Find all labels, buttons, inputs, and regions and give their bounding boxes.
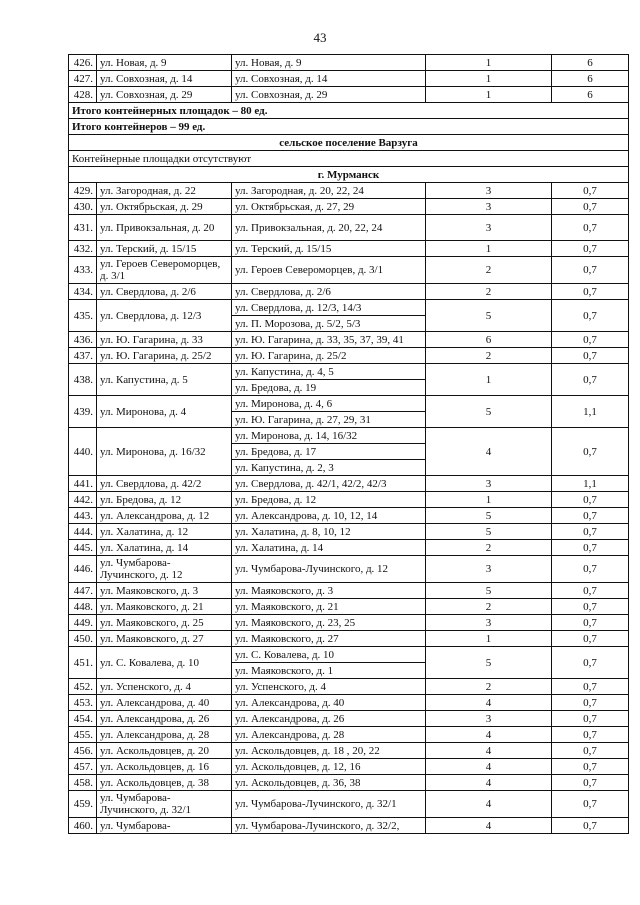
container-count: 1 — [426, 492, 552, 508]
table-row — [69, 428, 629, 444]
table-row — [69, 71, 629, 87]
served-address: ул. Успенского, д. 4 — [232, 679, 426, 695]
served-address: ул. Терский, д. 15/15 — [232, 241, 426, 257]
container-count: 1 — [426, 87, 552, 103]
container-count: 4 — [426, 759, 552, 775]
site-address: ул. Терский, д. 15/15 — [97, 241, 232, 257]
container-volume: 0,7 — [552, 818, 629, 834]
served-address: ул. Аскольдовцев, д. 18 , 20, 22 — [232, 743, 426, 759]
container-volume: 0,7 — [552, 583, 629, 599]
row-number: 435. — [69, 300, 97, 332]
container-volume: 0,7 — [552, 183, 629, 199]
site-address: ул. Героев Североморцев, д. 3/1 — [97, 257, 232, 284]
served-address: ул. Капустина, д. 4, 5 — [232, 364, 426, 380]
row-number: 449. — [69, 615, 97, 631]
site-address: ул. Аскольдовцев, д. 20 — [97, 743, 232, 759]
table-row — [69, 791, 629, 818]
container-count: 1 — [426, 71, 552, 87]
table-row — [69, 332, 629, 348]
served-address: ул. Миронова, д. 4, 6 — [232, 396, 426, 412]
table-row — [69, 87, 629, 103]
container-volume: 0,7 — [552, 743, 629, 759]
site-address: ул. Маяковского, д. 21 — [97, 599, 232, 615]
table-row — [69, 300, 629, 316]
served-address: ул. Александрова, д. 28 — [232, 727, 426, 743]
site-address: ул. Маяковского, д. 25 — [97, 615, 232, 631]
row-number: 451. — [69, 647, 97, 679]
container-count: 6 — [426, 332, 552, 348]
row-number: 446. — [69, 556, 97, 583]
container-volume: 0,7 — [552, 332, 629, 348]
table-row — [69, 364, 629, 380]
container-count: 3 — [426, 183, 552, 199]
page-number: 43 — [313, 30, 327, 45]
served-address: ул. Героев Североморцев, д. 3/1 — [232, 257, 426, 284]
served-address: ул. Чумбарова-Лучинского, д. 32/2, — [232, 818, 426, 834]
containers-table — [68, 54, 629, 834]
site-address: ул. Чумбарова-Лучинского, д. 12 — [97, 556, 232, 583]
row-number: 447. — [69, 583, 97, 599]
container-volume: 1,1 — [552, 396, 629, 428]
served-address: ул. Совхозная, д. 29 — [232, 87, 426, 103]
table-row — [69, 631, 629, 647]
site-address: ул. Загородная, д. 22 — [97, 183, 232, 199]
row-number: 453. — [69, 695, 97, 711]
row-number: 455. — [69, 727, 97, 743]
container-volume: 0,7 — [552, 615, 629, 631]
site-address: ул. Совхозная, д. 14 — [97, 71, 232, 87]
served-address: ул. П. Морозова, д. 5/2, 5/3 — [232, 316, 426, 332]
site-address: ул. Ю. Гагарина, д. 25/2 — [97, 348, 232, 364]
container-count: 3 — [426, 615, 552, 631]
container-volume: 0,7 — [552, 199, 629, 215]
served-address: ул. Александрова, д. 26 — [232, 711, 426, 727]
row-number: 432. — [69, 241, 97, 257]
container-volume: 0,7 — [552, 775, 629, 791]
container-volume: 0,7 — [552, 727, 629, 743]
container-volume: 0,7 — [552, 508, 629, 524]
table-row — [69, 476, 629, 492]
container-count: 4 — [426, 775, 552, 791]
site-address: ул. Александрова, д. 12 — [97, 508, 232, 524]
served-address: ул. Бредова, д. 19 — [232, 380, 426, 396]
row-number: 431. — [69, 215, 97, 241]
table-row — [69, 679, 629, 695]
site-address: ул. Аскольдовцев, д. 38 — [97, 775, 232, 791]
row-number: 436. — [69, 332, 97, 348]
container-count: 2 — [426, 284, 552, 300]
container-volume: 0,7 — [552, 284, 629, 300]
table-row — [69, 727, 629, 743]
container-count: 3 — [426, 199, 552, 215]
row-number: 450. — [69, 631, 97, 647]
served-address: ул. Маяковского, д. 23, 25 — [232, 615, 426, 631]
table-row — [69, 215, 629, 241]
container-count: 4 — [426, 428, 552, 476]
table-row — [69, 695, 629, 711]
table-row — [69, 103, 629, 119]
row-number: 441. — [69, 476, 97, 492]
container-count: 5 — [426, 300, 552, 332]
served-address: ул. Александрова, д. 10, 12, 14 — [232, 508, 426, 524]
table-row — [69, 583, 629, 599]
table-row — [69, 119, 629, 135]
container-volume: 0,7 — [552, 428, 629, 476]
table-row — [69, 199, 629, 215]
row-number: 429. — [69, 183, 97, 199]
container-volume: 0,7 — [552, 215, 629, 241]
site-address: ул. Свердлова, д. 2/6 — [97, 284, 232, 300]
row-number: 456. — [69, 743, 97, 759]
container-count: 2 — [426, 599, 552, 615]
container-count: 4 — [426, 818, 552, 834]
container-count: 1 — [426, 241, 552, 257]
served-address: ул. Бредова, д. 12 — [232, 492, 426, 508]
container-volume: 0,7 — [552, 695, 629, 711]
container-count: 5 — [426, 508, 552, 524]
served-address: ул. Халатина, д. 14 — [232, 540, 426, 556]
row-number: 437. — [69, 348, 97, 364]
served-address: ул. Маяковского, д. 21 — [232, 599, 426, 615]
site-address: ул. Новая, д. 9 — [97, 55, 232, 71]
total-label: Итого контейнеров – 99 ед. — [69, 119, 629, 135]
table-row — [69, 135, 629, 151]
served-address: ул. Ю. Гагарина, д. 27, 29, 31 — [232, 412, 426, 428]
served-address: ул. Ю. Гагарина, д. 33, 35, 37, 39, 41 — [232, 332, 426, 348]
container-volume: 0,7 — [552, 759, 629, 775]
table-row — [69, 775, 629, 791]
served-address: ул. Совхозная, д. 14 — [232, 71, 426, 87]
served-address: ул. Новая, д. 9 — [232, 55, 426, 71]
site-address: ул. Ю. Гагарина, д. 33 — [97, 332, 232, 348]
served-address: ул. Миронова, д. 14, 16/32 — [232, 428, 426, 444]
row-number: 433. — [69, 257, 97, 284]
container-count: 2 — [426, 348, 552, 364]
site-address: ул. Чумбарова-Лучинского, д. 32/1 — [97, 791, 232, 818]
site-address: ул. Александрова, д. 26 — [97, 711, 232, 727]
container-volume: 0,7 — [552, 711, 629, 727]
served-address: ул. Октябрьская, д. 27, 29 — [232, 199, 426, 215]
container-count: 2 — [426, 540, 552, 556]
site-address: ул. Маяковского, д. 27 — [97, 631, 232, 647]
container-count: 5 — [426, 647, 552, 679]
row-number: 443. — [69, 508, 97, 524]
container-volume: 0,7 — [552, 679, 629, 695]
container-count: 4 — [426, 743, 552, 759]
container-count: 5 — [426, 396, 552, 428]
row-number: 444. — [69, 524, 97, 540]
container-volume: 6 — [552, 55, 629, 71]
container-count: 2 — [426, 257, 552, 284]
container-count: 4 — [426, 791, 552, 818]
row-number: 458. — [69, 775, 97, 791]
table-row — [69, 151, 629, 167]
table-row — [69, 55, 629, 71]
site-address: ул. Успенского, д. 4 — [97, 679, 232, 695]
site-address: ул. Привокзальная, д. 20 — [97, 215, 232, 241]
container-count: 3 — [426, 711, 552, 727]
table-row — [69, 396, 629, 412]
table-row — [69, 818, 629, 834]
table-row — [69, 508, 629, 524]
site-address: ул. Совхозная, д. 29 — [97, 87, 232, 103]
total-label: Итого контейнерных площадок – 80 ед. — [69, 103, 629, 119]
table-row — [69, 284, 629, 300]
container-volume: 0,7 — [552, 599, 629, 615]
served-address: ул. Маяковского, д. 27 — [232, 631, 426, 647]
container-count: 3 — [426, 215, 552, 241]
row-number: 430. — [69, 199, 97, 215]
row-number: 457. — [69, 759, 97, 775]
site-address: ул. Свердлова, д. 42/2 — [97, 476, 232, 492]
table-row — [69, 183, 629, 199]
table-row — [69, 599, 629, 615]
row-number: 448. — [69, 599, 97, 615]
table-row — [69, 348, 629, 364]
container-count: 4 — [426, 727, 552, 743]
row-number: 427. — [69, 71, 97, 87]
site-address: ул. Аскольдовцев, д. 16 — [97, 759, 232, 775]
site-address: ул. Свердлова, д. 12/3 — [97, 300, 232, 332]
site-address: ул. С. Ковалева, д. 10 — [97, 647, 232, 679]
served-address: ул. Свердлова, д. 2/6 — [232, 284, 426, 300]
table-row — [69, 647, 629, 663]
site-address: ул. Миронова, д. 4 — [97, 396, 232, 428]
container-volume: 0,7 — [552, 348, 629, 364]
container-volume: 0,7 — [552, 492, 629, 508]
row-number: 459. — [69, 791, 97, 818]
container-count: 1 — [426, 364, 552, 396]
table-row — [69, 743, 629, 759]
row-number: 452. — [69, 679, 97, 695]
container-count: 1 — [426, 631, 552, 647]
served-address: ул. Капустина, д. 2, 3 — [232, 460, 426, 476]
table-row — [69, 759, 629, 775]
served-address: ул. Свердлова, д. 12/3, 14/3 — [232, 300, 426, 316]
container-volume: 0,7 — [552, 524, 629, 540]
site-address: ул. Александрова, д. 28 — [97, 727, 232, 743]
container-volume: 0,7 — [552, 631, 629, 647]
served-address: ул. Чумбарова-Лучинского, д. 32/1 — [232, 791, 426, 818]
site-address: ул. Александрова, д. 40 — [97, 695, 232, 711]
container-count: 2 — [426, 679, 552, 695]
served-address: ул. Чумбарова-Лучинского, д. 12 — [232, 556, 426, 583]
container-count: 3 — [426, 556, 552, 583]
container-count: 4 — [426, 695, 552, 711]
site-address: ул. Халатина, д. 12 — [97, 524, 232, 540]
container-volume: 1,1 — [552, 476, 629, 492]
served-address: ул. Маяковского, д. 3 — [232, 583, 426, 599]
table-row — [69, 615, 629, 631]
container-volume: 0,7 — [552, 647, 629, 679]
section-header: г. Мурманск — [69, 167, 629, 183]
served-address: ул. Бредова, д. 17 — [232, 444, 426, 460]
row-number: 442. — [69, 492, 97, 508]
container-count: 5 — [426, 583, 552, 599]
row-number: 460. — [69, 818, 97, 834]
container-count: 5 — [426, 524, 552, 540]
row-number: 428. — [69, 87, 97, 103]
section-header: сельское поселение Варзуга — [69, 135, 629, 151]
table-row — [69, 492, 629, 508]
site-address: ул. Капустина, д. 5 — [97, 364, 232, 396]
table-row — [69, 540, 629, 556]
site-address: ул. Халатина, д. 14 — [97, 540, 232, 556]
served-address: ул. Свердлова, д. 42/1, 42/2, 42/3 — [232, 476, 426, 492]
served-address: ул. Аскольдовцев, д. 12, 16 — [232, 759, 426, 775]
container-count: 3 — [426, 476, 552, 492]
served-address: ул. Загородная, д. 20, 22, 24 — [232, 183, 426, 199]
container-count: 1 — [426, 55, 552, 71]
table-row — [69, 241, 629, 257]
served-address: ул. Маяковского, д. 1 — [232, 663, 426, 679]
container-volume: 6 — [552, 87, 629, 103]
table-row — [69, 556, 629, 583]
row-number: 426. — [69, 55, 97, 71]
site-address: ул. Миронова, д. 16/32 — [97, 428, 232, 476]
row-number: 434. — [69, 284, 97, 300]
container-volume: 0,7 — [552, 241, 629, 257]
table-row — [69, 711, 629, 727]
table-row — [69, 524, 629, 540]
row-number: 439. — [69, 396, 97, 428]
row-number: 454. — [69, 711, 97, 727]
row-number: 438. — [69, 364, 97, 396]
served-address: ул. Привокзальная, д. 20, 22, 24 — [232, 215, 426, 241]
container-volume: 6 — [552, 71, 629, 87]
container-volume: 0,7 — [552, 257, 629, 284]
site-address: ул. Октябрьская, д. 29 — [97, 199, 232, 215]
container-volume: 0,7 — [552, 364, 629, 396]
container-volume: 0,7 — [552, 791, 629, 818]
table-row — [69, 257, 629, 284]
container-volume: 0,7 — [552, 300, 629, 332]
row-number: 445. — [69, 540, 97, 556]
served-address: ул. С. Ковалева, д. 10 — [232, 647, 426, 663]
site-address: ул. Маяковского, д. 3 — [97, 583, 232, 599]
served-address: ул. Аскольдовцев, д. 36, 38 — [232, 775, 426, 791]
served-address: ул. Халатина, д. 8, 10, 12 — [232, 524, 426, 540]
note-text: Контейнерные площадки отсутствуют — [69, 151, 629, 167]
row-number: 440. — [69, 428, 97, 476]
site-address: ул. Чумбарова- — [97, 818, 232, 834]
site-address: ул. Бредова, д. 12 — [97, 492, 232, 508]
served-address: ул. Александрова, д. 40 — [232, 695, 426, 711]
served-address: ул. Ю. Гагарина, д. 25/2 — [232, 348, 426, 364]
container-volume: 0,7 — [552, 556, 629, 583]
table-row — [69, 167, 629, 183]
container-volume: 0,7 — [552, 540, 629, 556]
